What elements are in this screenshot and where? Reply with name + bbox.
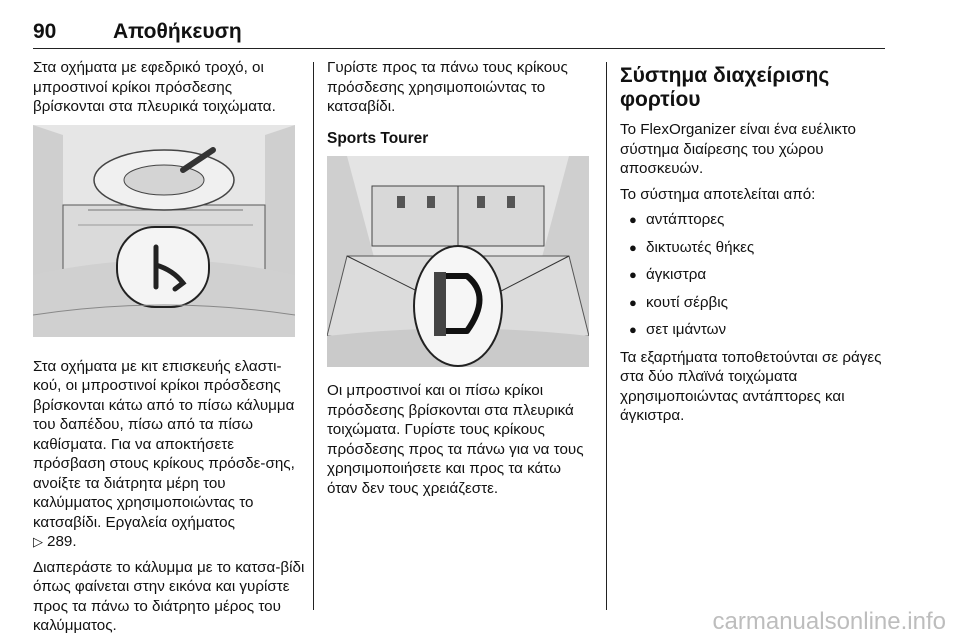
col3-paragraph-3: Τα εξαρτήματα τοποθετούνται σε ράγες στα δύο πλαϊνά τοιχώματα χρησιμοποιώντας αντάπτορες και άγκιστρα.: [620, 348, 882, 424]
header-rule: [33, 48, 885, 49]
column-divider-2: [606, 62, 607, 610]
list-item: ● άγκιστρα: [620, 265, 885, 285]
col1-paragraph-2: [33, 357, 307, 552]
list-item: ● αντάπτορες: [620, 210, 885, 230]
sports-tourer-trunk-illustration: [327, 156, 589, 367]
section-heading: Σύστημα διαχείρισης φορτίου: [620, 64, 830, 111]
trunk-spare-wheel-illustration: [33, 125, 295, 337]
col2-paragraph-2: Οι μπροστινοί και οι πίσω κρίκοι πρόσδεσης βρίσκονται στα πλευρικά τοιχώματα. Γυρίστε τους κρίκους πρόσδεσης προς τα πάνω για να τους χρησιμοποιήσετε και προς τα κάτω όταν δεν τους χρειάζεστε.: [327, 382, 584, 497]
list-item: ● σετ ιμάντων: [620, 320, 885, 340]
page-title: Αποθήκευση: [113, 20, 242, 43]
col1-paragraph-2-text: Στα οχήματα με κιτ επισκευής ελαστι-κού, οι μπροστινοί κρίκοι πρόσδεσης βρίσκονται κάτω από το πίσω κάλυμμα του δαπέδου, πίσω από τα πίσω καθίσματα. Για να αποκτήσετε πρόσβαση στους κρίκους πρόσδε-σης, ανοίξτε τα διάτρητα μέρη του καλύμματος χρησιμοποιώντας το κατσαβίδι. Εργαλεία οχήματος: [33, 357, 295, 531]
list-item: ● δικτυωτές θήκες: [620, 238, 885, 258]
column-3: [620, 62, 885, 432]
page-number: 90: [33, 20, 57, 43]
list-item: ● κουτί σέρβις: [620, 293, 885, 313]
col3-paragraph-1: Το FlexOrganizer είναι ένα ευέλικτο σύστημα διαίρεσης του χώρου αποσκευών.: [620, 121, 856, 177]
col1-paragraph-1: Στα οχήματα με εφεδρικό τροχό, οι μπροστινοί κρίκοι πρόσδεσης βρίσκονται στα πλευρικά τοιχώματα.: [33, 59, 276, 115]
col2-paragraph-1: Γυρίστε προς τα πάνω τους κρίκους πρόσδεσης χρησιμοποιώντας το κατσαβίδι.: [327, 59, 568, 115]
sports-tourer-subheading: Sports Tourer: [327, 129, 429, 147]
components-list: [620, 210, 885, 340]
column-2: [327, 58, 592, 504]
reference-page: 289.: [47, 533, 77, 550]
column-divider-1: [313, 62, 314, 610]
watermark-text: carmanualsonline.info: [712, 608, 946, 635]
reference-arrow-icon: ▷: [33, 534, 43, 549]
col3-paragraph-2: Το σύστημα αποτελείται από:: [620, 185, 816, 203]
col1-paragraph-3: Διαπεράστε το κάλυμμα με το κατσα-βίδι όπως φαίνεται στην εικόνα και γυρίστε προς τα πάνω το διάτρητο μέρος του καλύμματος.: [33, 558, 305, 634]
column-1: [33, 58, 307, 642]
